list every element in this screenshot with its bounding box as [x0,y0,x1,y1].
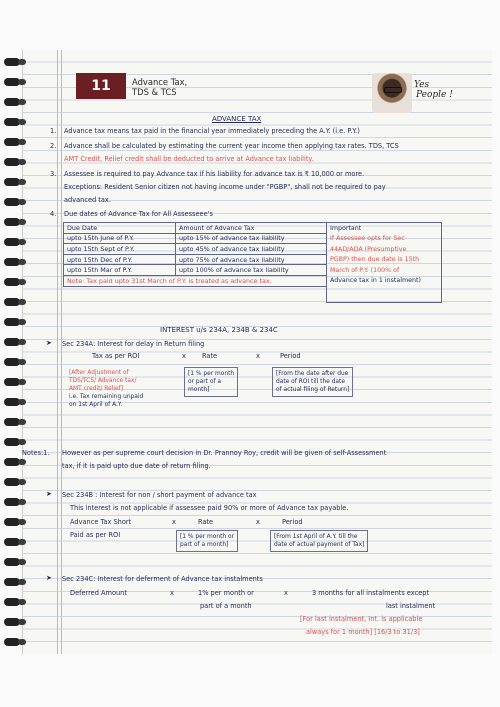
formula-term: part of a month [200,602,252,610]
point-text: Exceptions: Resident Senior citizen not having income under "PGBP", shall not be required to pay [64,183,386,191]
point-text: Due dates of Advance Tax for All Assesseee's [64,210,213,218]
formula-term: Deferred Amount [70,589,127,597]
section-title: Sec 234B : Interest for non / short payment of advance tax [62,491,257,499]
spiral-ring-icon [4,96,28,108]
spiral-ring-icon [4,396,28,408]
period-box [272,367,353,397]
point-text-red: AMT Credit, Relief credit shall be deducted to arrive at Advance tax liability. [64,155,314,163]
formula-term: Period [280,352,301,360]
point-text: Advance tax means tax paid in the financial year immediately preceding the A.Y. (i.e. P.Y.) [64,127,360,135]
last-instalment-note: always for 1 month] [16/3 to 31/3] [306,628,420,636]
table-header-row [64,223,327,234]
box-line: [From 1st April of A.Y. till the [274,534,358,540]
table-note-row [64,275,327,286]
formula-operator: x [256,352,260,360]
spiral-ring-icon [4,416,28,428]
section-title: Sec 234A: Interest for delay in Return filing [62,340,205,348]
table-cell: upto 75% of advance tax liability [176,254,327,265]
table-cell: upto 15th June of P.Y. [64,233,176,244]
table-row [64,244,327,255]
spiral-ring-icon [4,176,28,188]
point-text [64,142,399,151]
point-text-part: Advance shall be calculated by estimating the current year income then applying tax rates. TDS, TCS [64,142,399,150]
table-cell: upto 45% of advance tax liability [176,244,327,255]
formula-operator: x [284,589,288,597]
spiral-ring-icon [4,256,28,268]
spiral-ring-icon [4,376,28,388]
table-cell: upto 15th Mar of P.Y. [64,265,176,276]
point-number: 1. [50,127,57,135]
box-line: date of actual payment of Tax] [274,542,365,548]
formula-term: Rate [202,352,218,360]
table-cell: upto 15th Sept of P.Y. [64,244,176,255]
spiral-ring-icon [4,276,28,288]
tax-adjustment-note [66,367,146,411]
table-row [64,233,327,244]
note-line: on 1st April of A.Y. [69,402,123,408]
spiral-ring-icon [4,616,28,628]
formula-operator: x [182,352,186,360]
point-number: 4. [50,210,57,218]
tagline [414,80,453,100]
spiral-ring-icon [4,136,28,148]
spiral-ring-icon [4,76,28,88]
formula-term: Rate [198,518,214,526]
formula-subterm: Paid as per ROI [70,531,121,539]
formula-term: last instalment [386,602,436,610]
margin-line [61,50,62,654]
formula-term: Advance Tax Short [70,518,132,526]
note-line: [After Adjustment of [69,370,129,376]
spiral-ring-icon [4,216,28,228]
table-row [64,265,327,276]
formula-term: Period [282,518,303,526]
formula-operator: x [172,518,176,526]
chapter-title-line: Advance Tax, [132,77,188,87]
due-dates-table [63,222,327,287]
section-heading: ADVANCE TAX [212,115,262,123]
section-title: Sec 234C: Interest for deferment of Advance tax instalments [62,575,263,583]
table-header: Amount of Advance Tax [176,223,327,234]
box-line: month] [188,387,210,393]
spiral-ring-icon [4,236,28,248]
formula-operator: x [170,589,174,597]
tagline-line: Yes [414,80,430,90]
spiral-ring-icon [4,536,28,548]
spiral-ring-icon [4,436,28,448]
formula-term: 1% per month or [198,589,254,597]
box-line: [1 % per month or [180,534,235,540]
section-text: This interest is not applicable if assessee paid 90% or more of Advance tax payable. [70,504,349,512]
point-number: 3. [50,170,57,178]
spiral-ring-icon [4,116,28,128]
box-line: date of ROI till the date [276,379,345,385]
formula-term: 3 months for all instalments except [312,589,430,597]
note-line: TDS/TCS/ Advance tax/ [69,378,137,384]
spiral-ring-icon [4,636,28,648]
note-line: i.e. Tax remaining unpaid [69,394,144,400]
formula-term: Tax as per ROI [92,352,140,360]
spiral-ring-icon [4,296,28,308]
table-cell: upto 15th Dec of P.Y. [64,254,176,265]
arrow-icon: ➤ [46,574,52,582]
spiral-ring-icon [4,336,28,348]
formula-operator: x [256,518,260,526]
note-line: AMT credit/ Relief] [69,386,124,392]
last-instalment-note: [For last instalment, Int. is applicable [300,615,423,623]
box-line: part of a month] [180,542,229,548]
notes-line: However as per supreme court decision in Dr. Prannoy Roy, credit will be given of self-Assessment [62,449,387,457]
spiral-ring-icon [4,576,28,588]
table-header: Due Date [64,223,176,234]
period-box [270,530,368,552]
rate-box [184,367,238,397]
important-line: March of P.Y. (100% of [330,266,400,274]
box-line: or part of a [188,379,222,385]
spiral-ring-icon [4,476,28,488]
table-note: Note: Tax paid upto 31st March of P.Y. is treated as advance tax. [64,275,327,286]
point-text: Assessee is required to pay Advance tax if his liability for advance tax is ₹ 10,000 or more. [64,170,365,178]
chapter-title-line: TDS & TCS [132,87,177,97]
table-cell: upto 15% of advance tax liability [176,233,327,244]
spiral-ring-icon [4,556,28,568]
spiral-ring-icon [4,196,28,208]
spiral-ring-icon [4,56,28,68]
spiral-ring-icon [4,516,28,528]
important-heading: Important [330,225,362,232]
spiral-ring-icon [4,356,28,368]
interest-heading: INTEREST u/s 234A, 234B & 234C [160,326,278,334]
spiral-ring-icon [4,596,28,608]
box-line: [From the date after due [276,371,349,377]
important-line: If Assessee opts for Sec [330,235,405,243]
tagline-line: People ! [416,90,453,100]
important-line: Advance tax in 1 instalment) [330,277,421,285]
arrow-icon: ➤ [46,490,52,498]
spiral-ring-icon [4,316,28,328]
rate-box [176,530,238,552]
arrow-icon: ➤ [46,339,52,347]
important-line: PGBP) then due date is 15th [330,256,420,264]
chapter-number: 11 [76,73,126,99]
spiral-ring-icon [4,156,28,168]
box-line: [1 % per month [188,371,235,377]
table-cell: upto 100% of advance tax liability [176,265,327,276]
notes-label: Notes:1. [22,449,50,457]
spiral-ring-icon [4,496,28,508]
point-number: 2. [50,142,57,150]
box-line: of actual filing of Return] [276,387,350,393]
margin-line [57,50,58,654]
table-row [64,254,327,265]
important-box [326,222,442,303]
author-avatar [372,73,412,113]
notes-line: tax, if it is paid upto due date of return filing. [62,462,211,470]
point-text: advanced tax. [64,196,111,204]
important-line: 44AD/ADA (Presumptive [330,245,407,253]
chapter-title [132,77,187,97]
